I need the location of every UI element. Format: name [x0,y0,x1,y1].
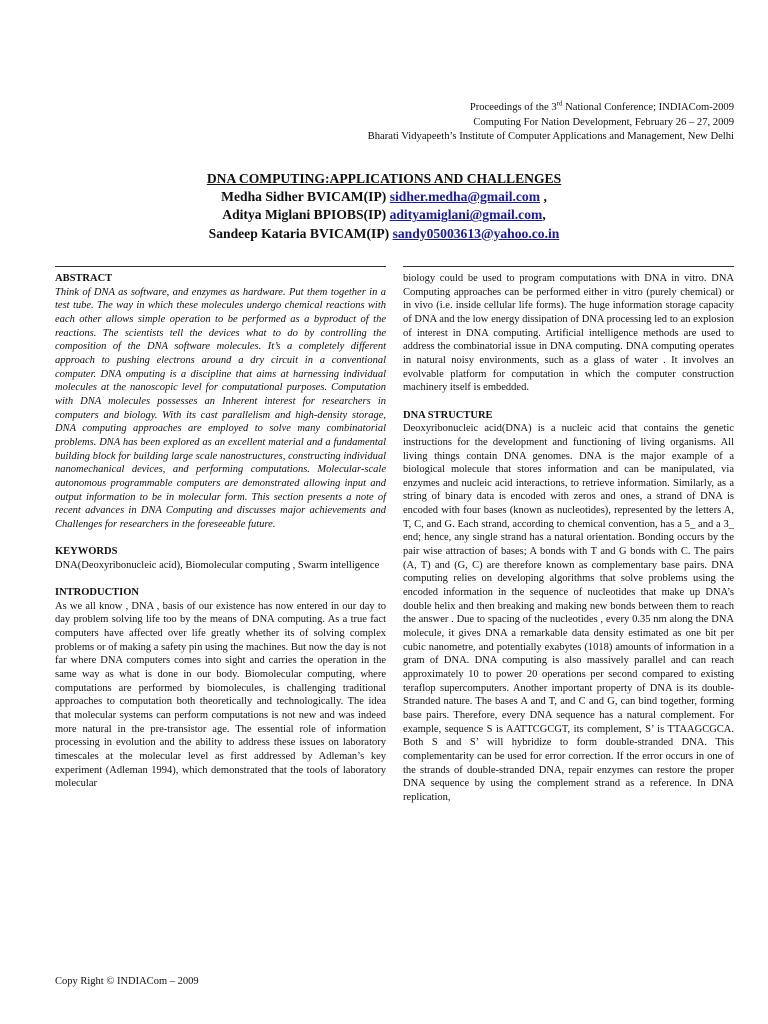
introduction-continued: biology could be used to program computations with DNA in vitro. DNA Computing approaches can be performed either in vitro (purely chemical) or in vivo (i.e. inside cellular life forms). The huge information storage capacity of DNA and the low energy dissipation of DNA processing led to an explosion of interest in DNA computing. Artificial intelligence methods are used to address the combinatorial issue in DNA computing. DNA computing operates in natural noisy environments, such as a glass of water . It involves an evolvable platform for computation in which the computer construction machinery itself is embedded. [403,273,734,394]
author-line-2: Aditya Miglani BPIOBS(IP) adityamiglani@gmail.com, [222,207,546,223]
proceedings-header [368,101,734,145]
title-block [0,170,768,243]
author-3-email-link[interactable]: sandy05003613@yahoo.co.in [392,225,560,241]
introduction-heading: INTRODUCTION [55,587,140,599]
header-line-1: Proceedings of the 3rd National Conference; INDIACom-2009 [469,99,734,113]
author-2-email-link[interactable]: adityamiglani@gmail.com [389,207,543,223]
author-line-3: Sandeep Kataria BVICAM(IP) sandy05003613@yahoo.co.in [208,225,560,241]
right-column-rule [403,266,734,267]
section-gap [55,531,386,545]
dna-structure-body: Deoxyribonucleic acid(DNA) is a nucleic acid that contains the genetic instructions for the development and functioning of living organisms. All living things contain DNA genomes. DNA is the major example of a biological molecule that stores information and can be manipulated, via enzymes and nucleic acid interactions, to retrieve information. Similarly, as a string of binary data is encoded with zeros and ones, a strand of DNA is encoded with four bases (known as nucleotides), represented by the letters A, T, C, and G. Each strand, according to chemical convention, has a 5_ and a 3_ end; hence, any single strand has a natural orientation. Bonding occurs by the pair wise attraction of bases; A bonds with T and G bonds with C. The pairs (A, T) and (G, C) are therefore known as complementary base pairs. DNA computing relies on developing algorithms that solve problems using the encoded information in the sequence of nucleotides that make up DNA’s double helix and then breaking and making new bonds between them to reach the answer . Due to spacing of the nucleotides , every 0.35 nm along the DNA molecule, it gives DNA a remarkable data density estimated as one bit per cubic nanometre, and potentially exabytes (1018) amounts of information in a gram of DNA. DNA computing is also massively parallel and can reach approximately 10 to power 20 operations per second compared to existing teraflop supercomputers. Another important property of DNA is its double- Stranded nature. The bases A and T, and C and G, can bind together, forming base pairs. Therefore, every DNA sequence has a natural complement. For example, sequence S is AATTCGCGT, its complement, S’ is TTAAGCGCA. Both S and S’ will hybridize to form double-stranded DNA. This complementarity can be used for error correction. If the error occurs in one of the strands of double-stranded DNA, repair enzymes can restore the proper DNA sequence by using the complement strand as a reference. In DNA replication, [403,423,734,803]
left-column-rule [55,266,386,267]
paper-title: DNA COMPUTING:APPLICATIONS AND CHALLENGES [206,171,562,186]
header-line-3: Bharati Vidyapeeth’s Institute of Computer Applications and Management, New Delhi [367,131,734,142]
introduction-body: As we all know , DNA , basis of our existence has now entered in our day to day problem solving life too by the means of DNA computing. As a true fact computers have affected over life greatly whether its of solving complex problems or of making a safety pin using the machines. But now the day is not far where DNA computers comes into sight and carries the operation in the same way as what is done in our body. Biomolecular computing, where computations are performed by biomolecules, is challenging traditional approaches to computation both theoretically and technologically. The idea that molecular systems can perform computations is not new and was indeed more natural in the pre-transistor age. The essential role of information processing in evolution and the ability to address these issues on laboratory timescales at the molecular level as first addressed by Adleman’s key experiment (Adleman 1994), which demonstrated that the tools of laboratory molecular [55,600,386,790]
left-column [55,272,386,791]
abstract-heading: ABSTRACT [55,273,113,284]
abstract-body: Think of DNA as software, and enzymes as hardware. Put them together in a test tube. The way in which these molecules undergo chemical reactions with each other allows simple operation to be performed as a byproduct of the reactions. The scientists tell the devices what to do by controlling the composition of the DNA software molecules. It’s a completely different approach to pushing electrons around a dry circuit in a conventional computer. DNA omputing is a discipline that aims at harnessing individual molecules at the nanoscopic level for computational purposes. Computation with DNA molecules possesses an Inherent interest for researchers in computers and biology. With its cast parallelism and high-density storage, DNA computing approaches are employed to solve many combinatorial problems. DNA has been explored as an excellent material and a fundamental building block for building large scale nanostructures, constructing individual nanomechanical devices, and performing computations. Molecular-scale autonomous programmable computers are demonstrated allowing input and output information to be in molecular form. This section presents a note of recent advances in DNA Computing and discusses major achievements and Challenges for researchers in the foreseeable future. [55,286,386,530]
author-1-email-link[interactable]: sidher.medha@gmail.com [389,189,541,205]
author-line-1: Medha Sidher BVICAM(IP) sidher.medha@gmail.com , [221,189,547,205]
copyright-footer: Copy Right © INDIACom – 2009 [55,976,199,987]
dna-structure-heading: DNA STRUCTURE [403,409,493,421]
section-gap [403,395,734,409]
header-line-2: Computing For Nation Development, February 26 – 27, 2009 [473,116,734,128]
section-gap [55,572,386,586]
right-column [403,272,734,805]
keywords-body: DNA(Deoxyribonucleic acid), Biomolecular computing , Swarm intelligence [55,559,380,571]
keywords-heading: KEYWORDS [55,546,118,558]
